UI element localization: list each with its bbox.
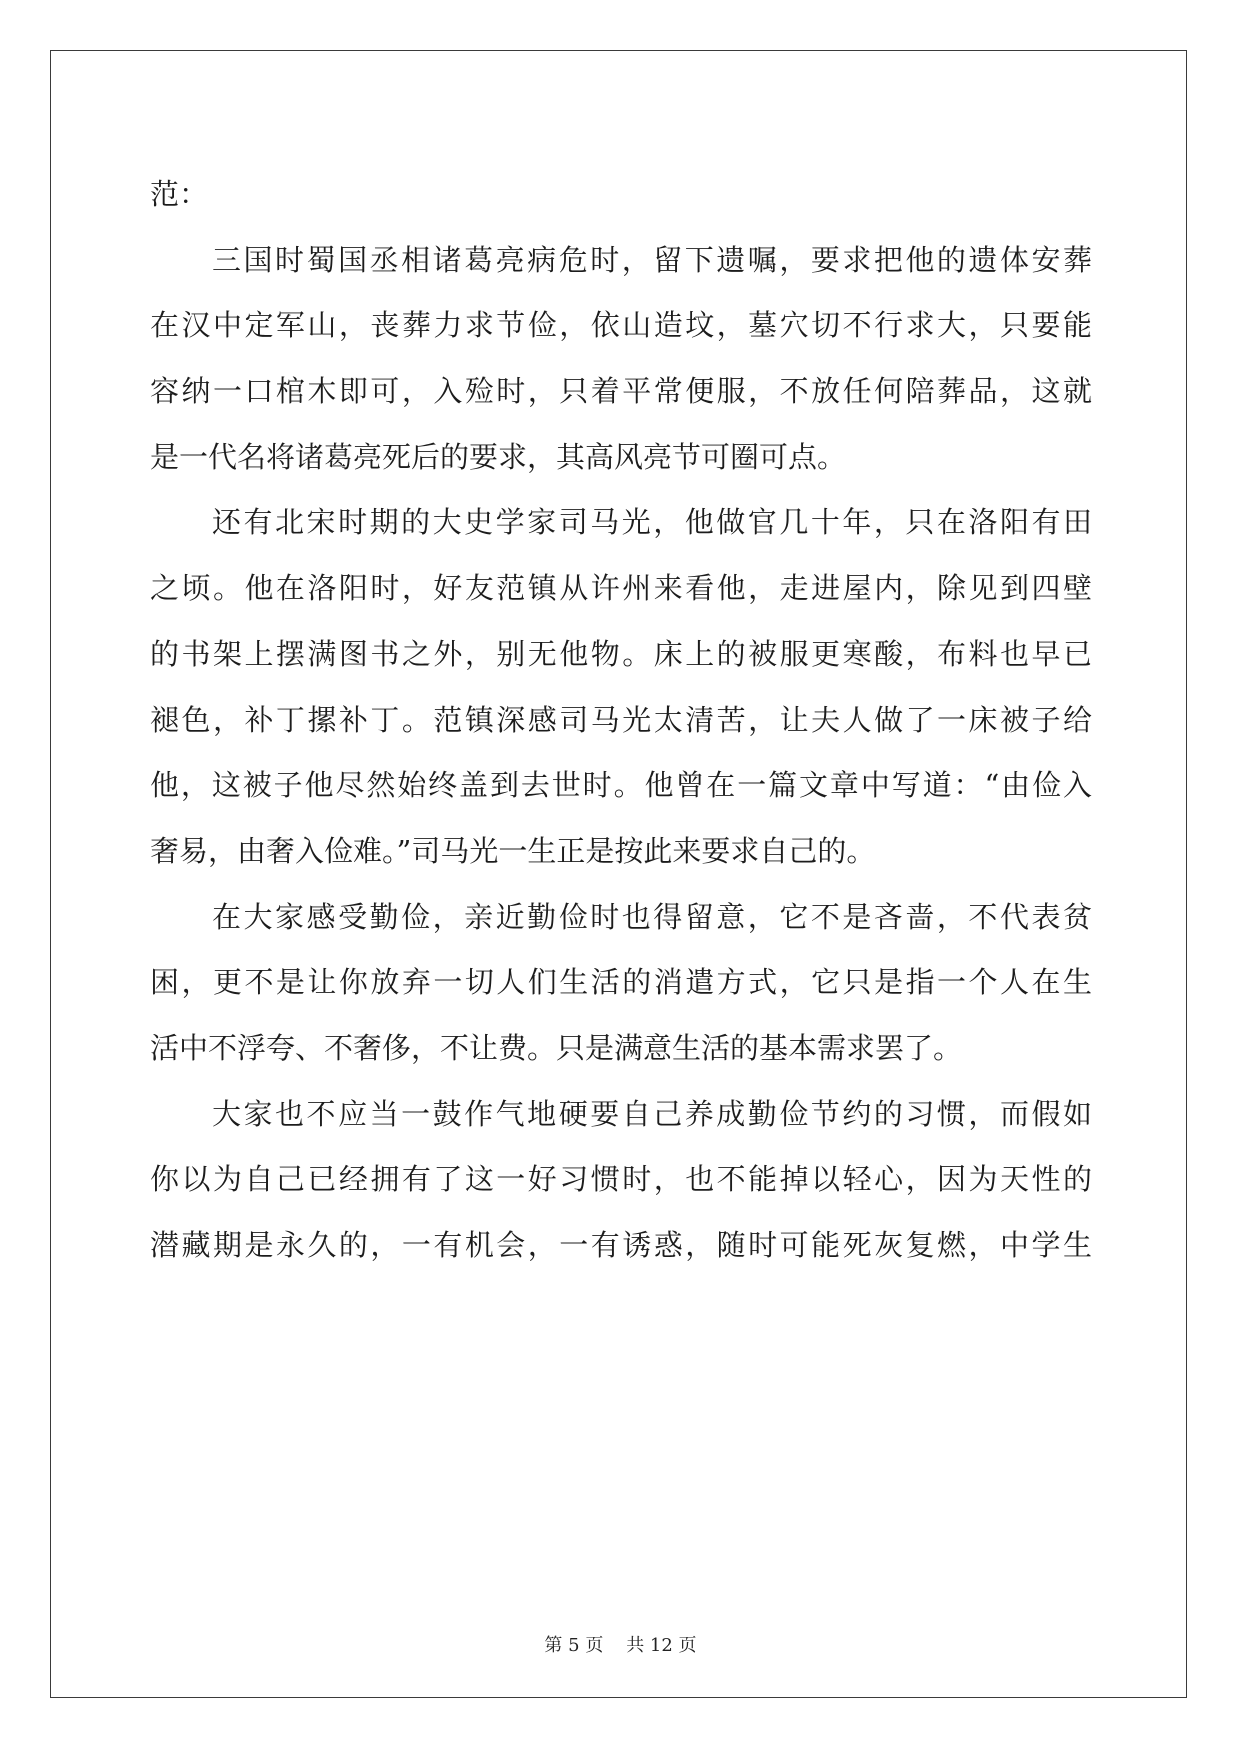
text-line-16: 你以为自己已经拥有了这一好习惯时，也不能掉以轻心，因为天性的 — [150, 1162, 1092, 1197]
text-line-4: 容纳一口棺木即可，入殓时，只着平常便服，不放任何陪葬品，这就 — [150, 374, 1092, 409]
page-number-footer: 第 5 页 共 12 页 — [544, 1635, 697, 1656]
text-line-8: 的书架上摆满图书之外，别无他物。床上的被服更寒酸，布料也早已 — [150, 636, 1092, 671]
text-line-14: 活中不浮夸、不奢侈，不让费。只是满意生活的基本需求罢了。 — [150, 1030, 963, 1065]
text-line-1: 范： — [150, 177, 209, 211]
text-line-7: 之顷。他在洛阳时，好友范镇从许州来看他，走进屋内，除见到四壁 — [150, 571, 1092, 606]
text-line-6: 还有北宋时期的大史学家司马光，他做官几十年，只在洛阳有田 — [212, 505, 1092, 540]
text-line-11: 奢易，由奢入俭难。”司马光一生正是按此来要求自己的。 — [150, 833, 876, 868]
text-line-5: 是一代名将诸葛亮死后的要求，其高风亮节可圈可点。 — [150, 439, 847, 474]
text-line-2: 三国时蜀国丞相诸葛亮病危时，留下遗嘱，要求把他的遗体安葬 — [212, 242, 1092, 277]
text-line-13: 困，更不是让你放弃一切人们生活的消遣方式，它只是指一个人在生 — [150, 965, 1092, 1000]
text-line-12: 在大家感受勤俭，亲近勤俭时也得留意，它不是吝啬，不代表贫 — [212, 899, 1092, 934]
text-line-3: 在汉中定军山，丧葬力求节俭，依山造坟，墓穴切不行求大，只要能 — [150, 308, 1092, 343]
text-line-17: 潜藏期是永久的，一有机会，一有诱惑，随时可能死灰复燃，中学生 — [150, 1228, 1092, 1262]
text-line-15: 大家也不应当一鼓作气地硬要自己养成勤俭节约的习惯，而假如 — [212, 1096, 1092, 1131]
text-line-9: 褪色，补丁摞补丁。范镇深感司马光太清苦，让夫人做了一床被子给 — [150, 702, 1092, 737]
text-line-10: 他，这被子他尽然始终盖到去世时。他曾在一篇文章中写道：“由俭入 — [150, 768, 1092, 803]
document-body — [150, 162, 1092, 1279]
